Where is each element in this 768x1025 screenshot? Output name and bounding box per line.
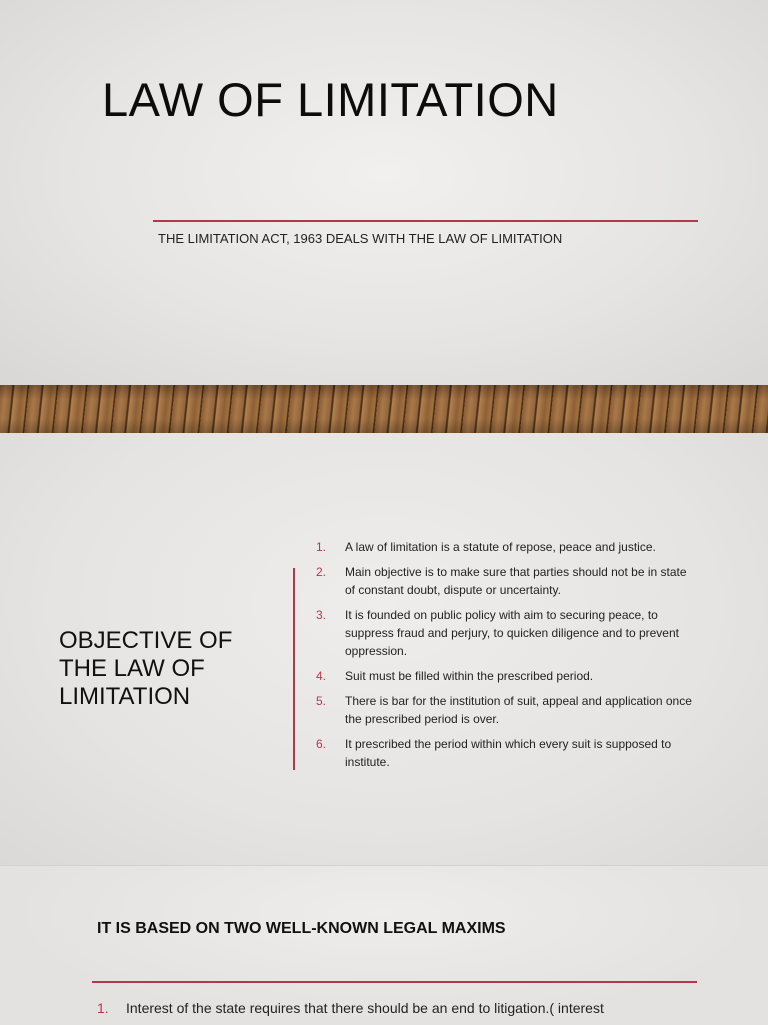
- item-number: 1.: [316, 540, 327, 554]
- list-item: [316, 667, 696, 685]
- item-text: Interest of the state requires that there should be an end to litigation.( interest: [126, 1000, 604, 1016]
- item-text: Suit must be filled within the prescribed period.: [345, 669, 594, 683]
- item-number: 6.: [316, 737, 327, 751]
- item-text: A law of limitation is a statute of repose, peace and justice.: [345, 540, 656, 554]
- item-text: Main objective is to make sure that parties should not be in state of constant doubt, dispute or uncertainty.: [345, 565, 687, 597]
- list-item: [316, 606, 696, 660]
- list-item: [316, 563, 696, 599]
- item-text: It is founded on public policy with aim to securing peace, to suppress fraud and perjury, to quicken diligence and to prevent oppression.: [345, 608, 679, 658]
- slide-title-heading: LAW OF LIMITATION: [102, 73, 559, 126]
- accent-vertical-divider: [293, 568, 295, 770]
- objective-list: [316, 538, 696, 778]
- item-number: 3.: [316, 608, 327, 622]
- maxims-heading: IT IS BASED ON TWO WELL-KNOWN LEGAL MAXIMS: [97, 920, 506, 937]
- wood-floor-decoration: [0, 385, 768, 433]
- list-item: [316, 538, 696, 556]
- slide-subtitle: THE LIMITATION ACT, 1963 DEALS WITH THE LAW OF LIMITATION: [158, 231, 563, 246]
- objective-heading: OBJECTIVE OF THE LAW OF LIMITATION: [59, 627, 233, 710]
- item-text: It prescribed the period within which every suit is supposed to institute.: [345, 737, 672, 769]
- slide-title: [0, 0, 768, 385]
- list-item: [97, 998, 657, 1018]
- accent-divider: [92, 981, 697, 983]
- accent-divider: [153, 220, 698, 222]
- slide-objective: [0, 433, 768, 865]
- item-number: 2.: [316, 565, 327, 579]
- item-number: 4.: [316, 669, 327, 683]
- list-item: [316, 735, 696, 771]
- slide-legal-maxims: [0, 865, 768, 1025]
- item-text: There is bar for the institution of suit, appeal and application once the prescribed period is over.: [345, 694, 692, 726]
- maxims-list: [97, 998, 657, 1018]
- list-item: [316, 692, 696, 728]
- item-number: 1.: [97, 1000, 109, 1016]
- item-number: 5.: [316, 694, 327, 708]
